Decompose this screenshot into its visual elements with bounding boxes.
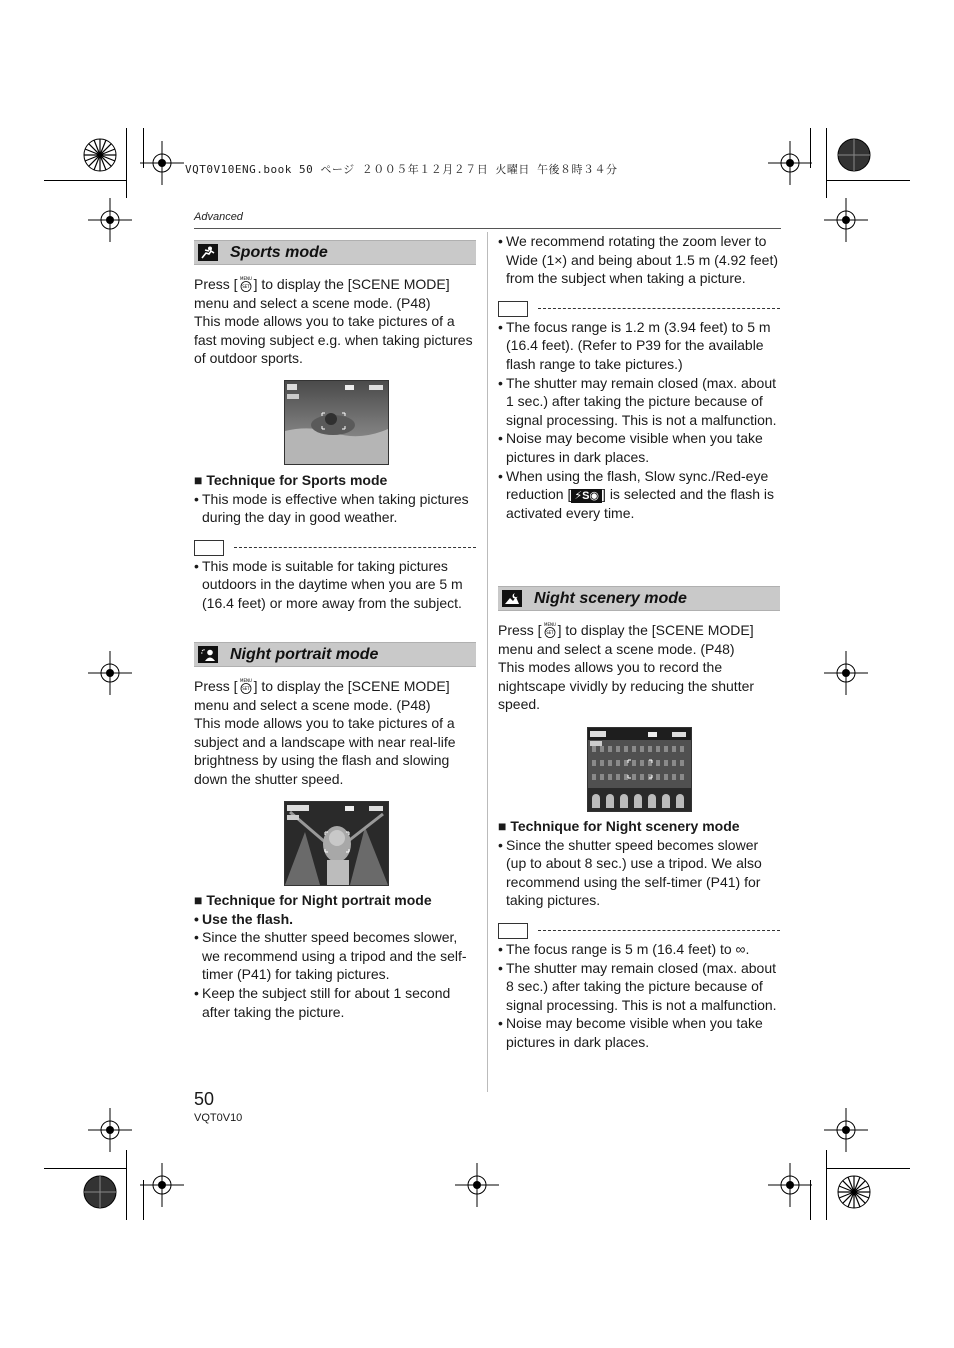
technique-title: ■ Technique for Night scenery mode <box>498 818 740 834</box>
night-portrait-scene-icon <box>198 646 218 663</box>
technique-item: • This mode is effective when taking pictures during the day in good weather. <box>194 490 476 527</box>
sports-scene-icon <box>198 244 218 261</box>
menu-set-button-icon <box>542 622 558 638</box>
svg-text:SET: SET <box>241 284 250 289</box>
svg-text:SET: SET <box>545 630 554 635</box>
sports-mode-section <box>194 240 476 368</box>
crosshair-target-icon <box>88 1108 132 1152</box>
crop-line <box>143 1180 144 1220</box>
night-portrait-heading <box>194 642 476 667</box>
night-scenery-screen-image <box>587 727 692 812</box>
note-item: • The shutter may remain closed (max. about 8 sec.) after taking the picture because of signal processing. This is not a malfunction. <box>498 959 780 1015</box>
menu-set-button-icon <box>238 678 254 694</box>
crop-line <box>44 1168 126 1169</box>
crosshair-target-icon <box>824 198 868 242</box>
note-divider <box>498 922 780 940</box>
crop-line <box>826 1150 827 1220</box>
note-item: • The focus range is 5 m (16.4 feet) to ∞. <box>498 940 780 959</box>
sports-description: This mode allows you to take pictures of a fast moving subject e.g. when taking pictures of outdoor sports. <box>194 313 473 367</box>
crosshair-target-icon <box>140 1163 184 1207</box>
night-portrait-screen-image <box>284 801 389 886</box>
sports-technique <box>194 471 476 613</box>
crop-line <box>126 128 127 198</box>
svg-text:MENU: MENU <box>239 678 252 683</box>
svg-text:SET: SET <box>241 686 250 691</box>
note-item-flash: • When using the flash, Slow sync./Red-eye reduction [ ⚡S◉ ] is selected and the flash is activated every time. <box>498 467 780 523</box>
crop-line <box>126 1150 127 1220</box>
crop-line <box>810 1180 811 1220</box>
night-scenery-section <box>498 586 780 714</box>
svg-text:MENU: MENU <box>239 276 252 281</box>
technique-title: ■ Technique for Night portrait mode <box>194 892 432 908</box>
registration-solid-icon <box>78 1170 122 1214</box>
crosshair-target-icon <box>768 141 812 185</box>
technique-item-bold: • Use the flash. <box>194 910 476 929</box>
note-pencil-icon <box>194 540 224 556</box>
registration-wheel-icon <box>832 1170 876 1214</box>
section-title: Night scenery mode <box>534 589 687 607</box>
note-item: • Noise may become visible when you take pictures in dark places. <box>498 429 780 466</box>
header-rule <box>194 228 781 229</box>
crop-line <box>44 180 126 181</box>
night-portrait-section <box>194 642 476 789</box>
night-portrait-continued <box>498 232 780 522</box>
crosshair-target-icon <box>455 1163 499 1207</box>
technique-title: ■ Technique for Sports mode <box>194 472 388 488</box>
crosshair-target-icon <box>824 1108 868 1152</box>
crop-line <box>143 128 144 168</box>
night-scenery-heading <box>498 586 780 611</box>
crosshair-target-icon <box>88 651 132 695</box>
technique-item: • Keep the subject still for about 1 second after taking the picture. <box>194 984 476 1021</box>
section-label: Advanced <box>194 211 243 223</box>
registration-wheel-icon <box>78 133 122 177</box>
night-scenery-intro: Press [ MENU SET ] to display the [SCENE MODE] menu and select a scene mode. (P48) <box>498 622 754 657</box>
sports-intro: Press [ MENU SET ] to display the [SCENE MODE] menu and select a scene mode. (P48) <box>194 276 450 311</box>
menu-set-button-icon <box>238 276 254 292</box>
section-title: Night portrait mode <box>230 645 379 663</box>
note-divider <box>498 300 780 318</box>
section-title: Sports mode <box>230 243 328 261</box>
model-code: VQT0V10 <box>194 1112 243 1124</box>
crosshair-target-icon <box>768 1163 812 1207</box>
registration-solid-icon <box>832 133 876 177</box>
note-pencil-icon <box>498 301 528 317</box>
note-pencil-icon <box>498 923 528 939</box>
night-scenery-scene-icon <box>502 590 522 607</box>
crop-line <box>810 128 811 168</box>
print-file-info: VQT0V10ENG.book 50 ページ ２００５年１２月２７日 火曜日 午後８時３４分 <box>185 163 618 176</box>
technique-item: • We recommend rotating the zoom lever to Wide (1×) and being about 1.5 m (4.92 feet) from the subject when taking a picture. <box>498 232 780 288</box>
column-divider <box>487 232 488 1092</box>
svg-text:MENU: MENU <box>543 622 556 627</box>
night-scenery-description: This modes allows you to record the nightscape vividly by reducing the shutter speed. <box>498 659 755 713</box>
crop-line <box>826 128 827 198</box>
technique-item: • Since the shutter speed becomes slower (up to about 8 sec.) use a tripod. We also recommend using the self-timer (P41) for taking pictures. <box>498 836 780 910</box>
sports-screen-image <box>284 380 389 465</box>
note-divider <box>194 539 476 557</box>
night-portrait-technique <box>194 891 476 1021</box>
sports-mode-heading <box>194 240 476 265</box>
technique-item: • Since the shutter speed becomes slower, we recommend using a tripod and the self-timer (P41) for taking pictures. <box>194 928 476 984</box>
crop-line <box>826 180 910 181</box>
crop-line <box>826 1168 910 1169</box>
note-item: • This mode is suitable for taking pictures outdoors in the daytime when you are 5 m (16.4 feet) or more away from the subject. <box>194 557 476 613</box>
crosshair-target-icon <box>88 198 132 242</box>
night-scenery-technique <box>498 817 780 1052</box>
note-item: • The shutter may remain closed (max. about 1 sec.) after taking the picture because of signal processing. This is not a malfunction. <box>498 374 780 430</box>
page-number: 50 <box>194 1089 215 1109</box>
crosshair-target-icon <box>140 141 184 185</box>
note-item: • Noise may become visible when you take pictures in dark places. <box>498 1014 780 1051</box>
night-portrait-intro: Press [ MENU SET ] to display the [SCENE MODE] menu and select a scene mode. (P48) <box>194 678 450 713</box>
slow-sync-red-eye-icon: ⚡S◉ <box>571 489 602 503</box>
crosshair-target-icon <box>824 651 868 695</box>
night-portrait-description: This mode allows you to take pictures of a subject and a landscape with near real-life brightness by using the flash and slowing down the shutter speed. <box>194 715 456 787</box>
note-item: • The focus range is 1.2 m (3.94 feet) to 5 m (16.4 feet). (Refer to P39 for the available flash range to take pictures.) <box>498 318 780 374</box>
